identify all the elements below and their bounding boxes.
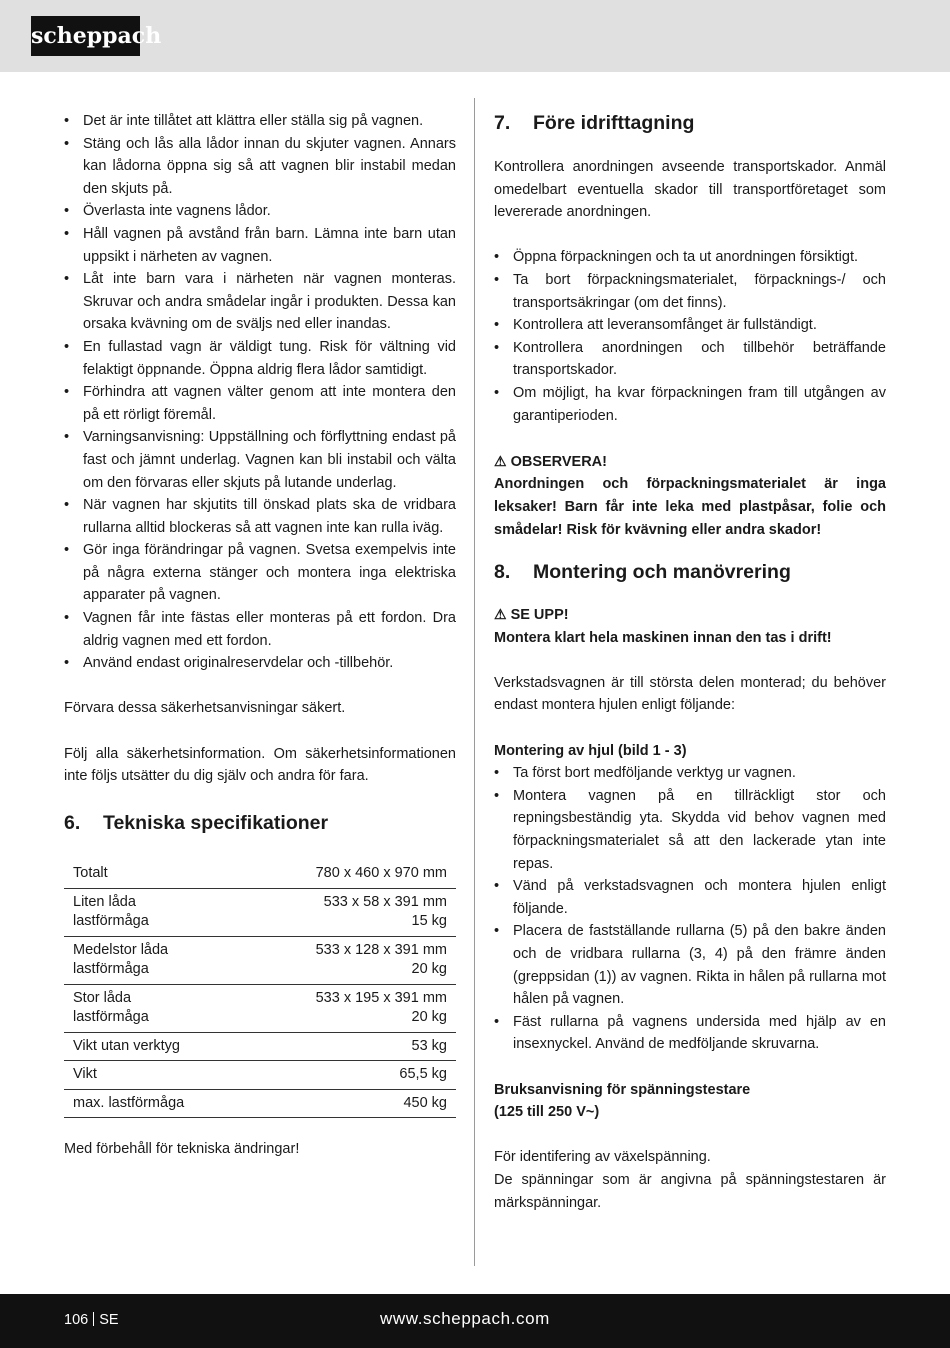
safety-bullet-list: [64, 110, 456, 675]
wheel-mounting-bullet-item: • Vänd på verkstadsvagnen och montera hjulen enligt följande.: [494, 875, 886, 920]
spec-row: [64, 888, 456, 936]
section-title: Före idrifttagning: [533, 112, 695, 134]
column-divider: [474, 98, 475, 1266]
page-number: 106: [64, 1312, 89, 1328]
spec-label: Vikt: [73, 1066, 97, 1083]
section-number: 7.: [494, 112, 511, 134]
spec-label: Medelstor låda lastförmåga: [73, 941, 169, 978]
unpacking-bullet-list: [494, 246, 886, 427]
spec-label: Stor låda lastförmåga: [73, 989, 149, 1026]
safety-bullet-item: • Överlasta inte vagnens lådor.: [64, 200, 456, 223]
spec-value: 533 x 58 x 391 mm 15 kg: [323, 893, 447, 930]
wheel-mounting-bullet-item: • Placera de fastställande rullarna (5) på den bakre änden och de vridbara rullarna (3, 4) på den främre änden (greppsidan (1)) av vagnen. Rikta in hålen på rullarna mot hålen på vagnen.: [494, 920, 886, 1010]
header-bar: [0, 0, 950, 72]
spec-label: max. lastförmåga: [73, 1094, 185, 1111]
warning-text: Anordningen och förpackningsmaterialet är inga leksaker! Barn får inte leka med plastpåsar, folie och smådelar! Risk för kvävning eller andra skador!: [494, 476, 886, 538]
safety-bullet-item: • Varningsanvisning: Uppställning och förflyttning endast på fast och jämnt underlag. Vagnen kan bli instabil och välta om den förvaras eller skjuts på lutande underlag.: [64, 426, 456, 494]
page-indicator: [64, 1309, 119, 1331]
spec-value: 780 x 460 x 970 mm: [315, 865, 447, 882]
safety-bullet-item: • När vagnen har skjutits till önskad plats ska de vridbara rullarna alltid blockeras så att vagnen inte kan rulla iväg.: [64, 494, 456, 539]
warning-title: OBSERVERA!: [510, 453, 607, 470]
spec-row: [64, 1061, 456, 1090]
unpacking-bullet-item: • Öppna förpackningen och ta ut anordningen försiktigt.: [494, 246, 886, 269]
section-7-heading: [494, 110, 886, 136]
safety-bullet-item: • En fullastad vagn är väldigt tung. Risk för vältning vid felaktigt öppnande. Öppna aldrig flera lådor samtidigt.: [64, 336, 456, 381]
safety-bullet-item: • Förhindra att vagnen välter genom att inte montera den på ett rörligt föremål.: [64, 381, 456, 426]
spec-label: Liten låda lastförmåga: [73, 893, 149, 930]
assembly-intro-text: Verkstadsvagnen är till största delen monterad; du behöver endast montera hjulen enligt följande:: [494, 674, 886, 714]
wheel-mounting-bullet-item: • Montera vagnen på en tillräckligt stor och repningsbeständig yta. Skydda vid behov vagnen med förpackningsmaterialet så att den lackerade ytan inte repas.: [494, 785, 886, 875]
spec-row: [64, 1089, 456, 1118]
spec-row: [64, 860, 456, 888]
wheel-mounting-bullet-item: • Ta först bort medföljande verktyg ur vagnen.: [494, 762, 886, 785]
safety-bullet-item: • Använd endast originalreservdelar och -tillbehör.: [64, 652, 456, 675]
safety-bullet-item: • Håll vagnen på avstånd från barn. Lämna inte barn utan uppsikt i närheten av vagnen.: [64, 223, 456, 268]
left-column: [64, 110, 456, 1161]
separator: [93, 1312, 94, 1326]
warning-triangle-icon: ⚠: [494, 606, 507, 623]
spec-value: 533 x 128 x 391 mm 20 kg: [315, 941, 447, 978]
spec-row: [64, 984, 456, 1032]
section-8-heading: [494, 559, 886, 585]
unpacking-bullet-item: • Om möjligt, ha kvar förpackningen fram till utgången av garantiperioden.: [494, 382, 886, 427]
safety-bullet-item: • Det är inte tillåtet att klättra eller ställa sig på vagnen.: [64, 110, 456, 133]
safety-bullet-item: • Stäng och lås alla lådor innan du skjuter vagnen. Annars kan lådorna öppna sig så att vagnen blir instabil medan den skjuts på.: [64, 133, 456, 201]
language-code: SE: [99, 1312, 119, 1328]
website-url: www.scheppach.com: [380, 1309, 550, 1328]
voltage-tester-range: (125 till 250 V~): [494, 1104, 600, 1121]
voltage-tester-heading: Bruksanvisning för spänningstestare: [494, 1081, 751, 1098]
safety-bullet-item: • Gör inga förändringar på vagnen. Svetsa exempelvis inte på några externa stänger och montera inga elektriska apparater på vagnen.: [64, 539, 456, 607]
safety-bullet-item: • Vagnen får inte fästas eller monteras på ett fordon. Dra aldrig vagnen med ett fordon.: [64, 607, 456, 652]
spec-label: Vikt utan verktyg: [73, 1037, 180, 1054]
wheel-mounting-bullet-item: • Fäst rullarna på vagnens undersida med hjälp av en insexnyckel. Använd de medföljande skruvarna.: [494, 1011, 886, 1056]
section-number: 8.: [494, 561, 511, 584]
section-title: Montering och manövrering: [533, 561, 791, 584]
warning-title: SE UPP!: [510, 607, 569, 624]
specifications-table: [64, 860, 456, 1118]
unpacking-bullet-item: • Kontrollera anordningen och tillbehör beträffande transportskador.: [494, 337, 886, 382]
transport-damage-text: Kontrollera anordningen avseende transportskador. Anmäl omedelbart eventuella skador till transportföretaget som levererade anordningen.: [494, 159, 886, 221]
section-number: 6.: [64, 812, 81, 835]
voltage-tester-line-1: För identifering av växelspänning.: [494, 1149, 711, 1166]
voltage-tester-line-2: De spänningar som är angivna på spänningstestaren är märkspänningar.: [494, 1171, 886, 1211]
scheppach-logo: scheppach: [31, 16, 140, 56]
section-title: Tekniska specifikationer: [103, 812, 329, 835]
spec-value: 450 kg: [403, 1094, 447, 1111]
warning-text: Montera klart hela maskinen innan den tas i drift!: [494, 629, 832, 646]
unpacking-bullet-item: • Ta bort förpackningsmaterialet, förpacknings-/ och transportsäkringar (om det finns).: [494, 269, 886, 314]
wheel-mounting-bullet-list: [494, 762, 886, 1056]
footer-bar: [0, 1294, 950, 1348]
warning-se-upp: [494, 603, 886, 649]
unpacking-bullet-item: • Kontrollera att leveransomfånget är fullständigt.: [494, 314, 886, 337]
section-6-heading: [64, 810, 456, 836]
spec-value: 65,5 kg: [399, 1066, 447, 1083]
follow-safety-text: Följ alla säkerhetsinformation. Om säkerhetsinformationen inte följs utsätter du dig själv och andra för fara.: [64, 745, 456, 785]
right-column: [494, 110, 886, 1214]
warning-triangle-icon: ⚠: [494, 452, 507, 469]
spec-label: Totalt: [73, 865, 108, 882]
spec-value: 53 kg: [411, 1037, 447, 1054]
spec-row: [64, 936, 456, 984]
keep-instructions-text: Förvara dessa säkerhetsanvisningar säkert.: [64, 700, 346, 717]
safety-bullet-item: • Låt inte barn vara i närheten när vagnen monteras. Skruvar och andra smådelar ingår i produkten. Dessa kan orsaka kvävning om de sväljs ned eller inandas.: [64, 268, 456, 336]
warning-observera: [494, 450, 886, 541]
wheel-mounting-heading: Montering av hjul (bild 1 - 3): [494, 742, 687, 759]
spec-row: [64, 1032, 456, 1061]
technical-changes-note: Med förbehåll för tekniska ändringar!: [64, 1141, 300, 1158]
spec-value: 533 x 195 x 391 mm 20 kg: [315, 989, 447, 1026]
